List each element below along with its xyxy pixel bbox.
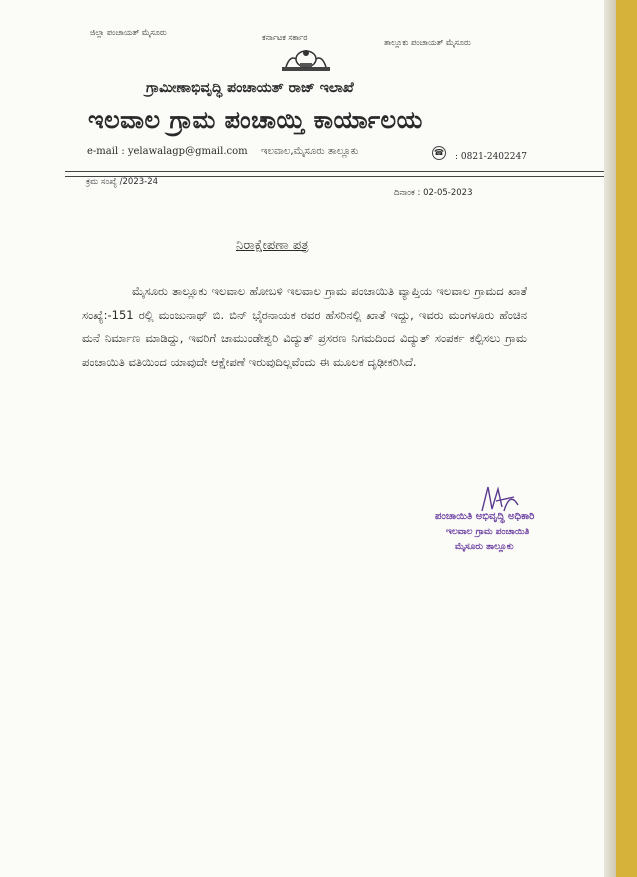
officer-designation: ಪಂಚಾಯಿತಿ ಅಭಿವೃದ್ಧಿ ಅಧಿಕಾರಿ xyxy=(435,511,535,522)
office-address: ಇಲವಾಲ,ಮೈಸೂರು ತಾಲ್ಲೂಕು xyxy=(261,146,359,157)
paper-edge xyxy=(604,0,616,877)
email-address: e-mail : yelawalagp@gmail.com xyxy=(87,146,248,157)
header-government: ಕರ್ನಾಟಕ ಸರ್ಕಾರ xyxy=(262,33,308,42)
header-district-panchayat: ಜಿಲ್ಲಾ ಪಂಚಾಯತ್ ಮೈಸೂರು xyxy=(90,28,167,37)
letter-subject: ನಿರಾಕ್ಷೇಪಣಾ ಪತ್ರ xyxy=(236,238,309,253)
officer-office: ಇಲವಾಲ ಗ್ರಾಮ ಪಂಚಾಯಿತಿ xyxy=(446,527,530,537)
state-emblem-icon xyxy=(280,45,332,73)
office-title: ಇಲವಾಲ ಗ್ರಾಮ ಪಂಚಾಯ್ತಿ ಕಾರ್ಯಾಲಯ xyxy=(88,106,423,134)
officer-taluk: ಮೈಸೂರು ತಾಲ್ಲೂಕು xyxy=(455,542,514,552)
phone-number: : 0821-2402247 xyxy=(455,152,527,162)
reference-number: ಕ್ರಮ ಸಂಖ್ಯೆ /2023-24 xyxy=(86,177,159,187)
letter-date: ದಿನಾಂಕ : 02-05-2023 xyxy=(394,188,473,198)
header-divider-top xyxy=(65,171,605,172)
department-title: ಗ್ರಾಮೀಣಾಭಿವೃದ್ಧಿ ಪಂಚಾಯತ್ ರಾಜ್ ಇಲಾಖೆ xyxy=(146,80,354,96)
letter-body: ಮೈಸೂರು ತಾಲ್ಲೂಕು ಇಲವಾಲ ಹೋಬಳಿ ಇಲವಾಲ ಗ್ರಾಮ ಪಂಚಾಯಿತಿ ವ್ಯಾಪ್ತಿಯ ಇಲವಾಲ ಗ್ರಾಮದ ಖಾತೆ ಸಂಖ್ಯೆ:-151 ರಲ್ಲಿ ಮಂಜುನಾಥ್ ಬಿ. ಬಿನ್ ಭೈರನಾಯಕ ರವರ ಹೆಸರಿನಲ್ಲಿ ಖಾತೆ ಇದ್ದು, ಇವರು ಮಂಗಳೂರು ಹೆಂಚಿನ ಮನೆ ನಿರ್ಮಾಣ ಮಾಡಿದ್ದು, ಇವರಿಗೆ ಚಾಮುಂಡೇಶ್ವರಿ ವಿದ್ಯುತ್ ಪ್ರಸರಣ ನಿಗಮದಿಂದ ವಿದ್ಯುತ್ ಸಂಪರ್ಕ ಕಲ್ಪಿಸಲು ಗ್ರಾಮ ಪಂಚಾಯಿತಿ ವತಿಯಿಂದ ಯಾವುದೇ ಆಕ್ಷೇಪಣೆ ಇರುವುದಿಲ್ಲವೆಂದು ಈ ಮೂಲಕ ದೃಢೀಕರಿಸಿದೆ. xyxy=(82,284,527,369)
header-taluk-panchayat: ತಾಲ್ಲೂಕು ಪಂಚಾಯತ್ ಮೈಸೂರು xyxy=(384,38,471,47)
phone-icon: ☎ xyxy=(432,146,446,160)
